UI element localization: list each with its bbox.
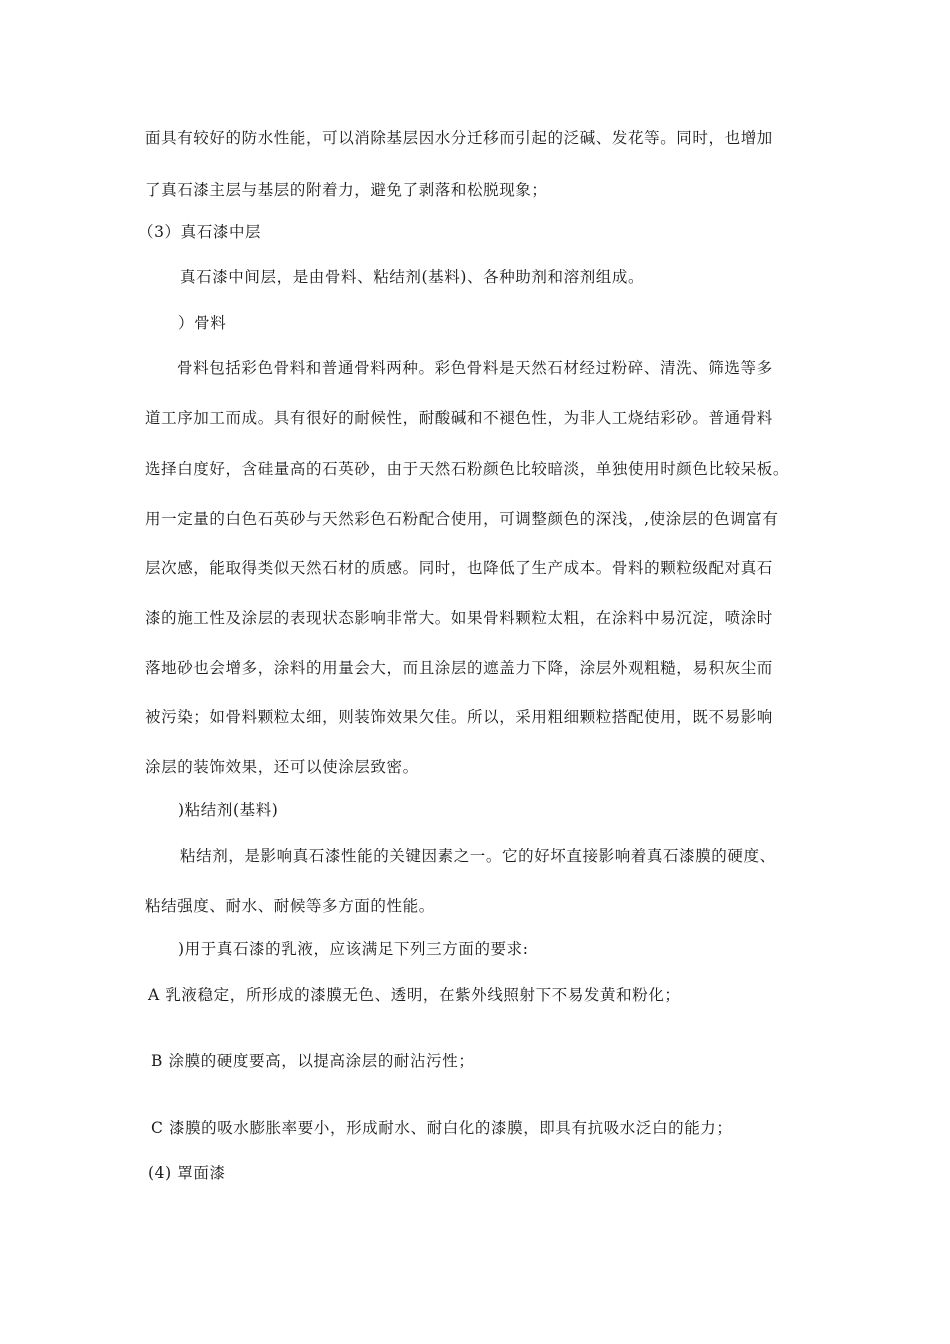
list-item: A 乳液稳定，所形成的漆膜无色、透明，在紫外线照射下不易发黄和粉化； [148,986,681,1004]
section-heading: （3）真石漆中层 [138,223,262,241]
list-item: C 漆膜的吸水膨胀率要小，形成耐水、耐白化的漆膜，即具有抗吸水泛白的能力； [151,1119,733,1137]
section-heading: (4) 罩面漆 [148,1164,226,1182]
body-line: 被污染；如骨料颗粒太细，则装饰效果欠佳。所以，采用粗细颗粒搭配使用，既不易影响 [145,708,773,726]
body-line: 漆的施工性及涂层的表现状态影响非常大。如果骨料颗粒太粗，在涂料中易沉淀，喷涂时 [145,609,773,627]
body-line: 真石漆中间层，是由骨料、粘结剂(基料)、各种助剂和溶剂组成。 [180,268,645,286]
body-line: 面具有较好的防水性能，可以消除基层因水分迁移而引起的泛碱、发花等。同时，也增加 [145,129,773,147]
body-line: 粘结剂，是影响真石漆性能的关键因素之一。它的好坏直接影响着真石漆膜的硬度、 [180,847,776,865]
body-line: 骨料包括彩色骨料和普通骨料两种。彩色骨料是天然石材经过粉碎、清洗、筛选等多 [177,359,773,377]
body-line: 道工序加工而成。具有很好的耐候性，耐酸碱和不褪色性，为非人工烧结彩砂。普通骨料 [145,409,773,427]
subsection-heading: )用于真石漆的乳液，应该满足下列三方面的要求: [178,940,529,958]
subsection-heading: ）骨料 [178,314,227,332]
body-line: 粘结强度、耐水、耐候等多方面的性能。 [145,897,435,915]
body-line: 涂层的装饰效果，还可以使涂层致密。 [145,758,419,776]
body-line: 选择白度好，含硅量高的石英砂，由于天然石粉颜色比较暗淡，单独使用时颜色比较呆板。 [145,460,790,478]
body-line: 层次感，能取得类似天然石材的质感。同时，也降低了生产成本。骨料的颗粒级配对真石 [145,559,773,577]
body-line: 用一定量的白色石英砂与天然彩色石粉配合使用，可调整颜色的深浅，,使涂层的色调富有 [145,510,779,528]
body-line: 落地砂也会增多，涂料的用量会大，而且涂层的遮盖力下降，涂层外观粗糙，易积灰尘而 [145,659,773,677]
body-line: 了真石漆主层与基层的附着力，避免了剥落和松脱现象； [145,181,548,199]
list-item: B 涂膜的硬度要高，以提高涂层的耐沾污性； [151,1052,475,1070]
subsection-heading: )粘结剂(基料) [178,801,279,819]
